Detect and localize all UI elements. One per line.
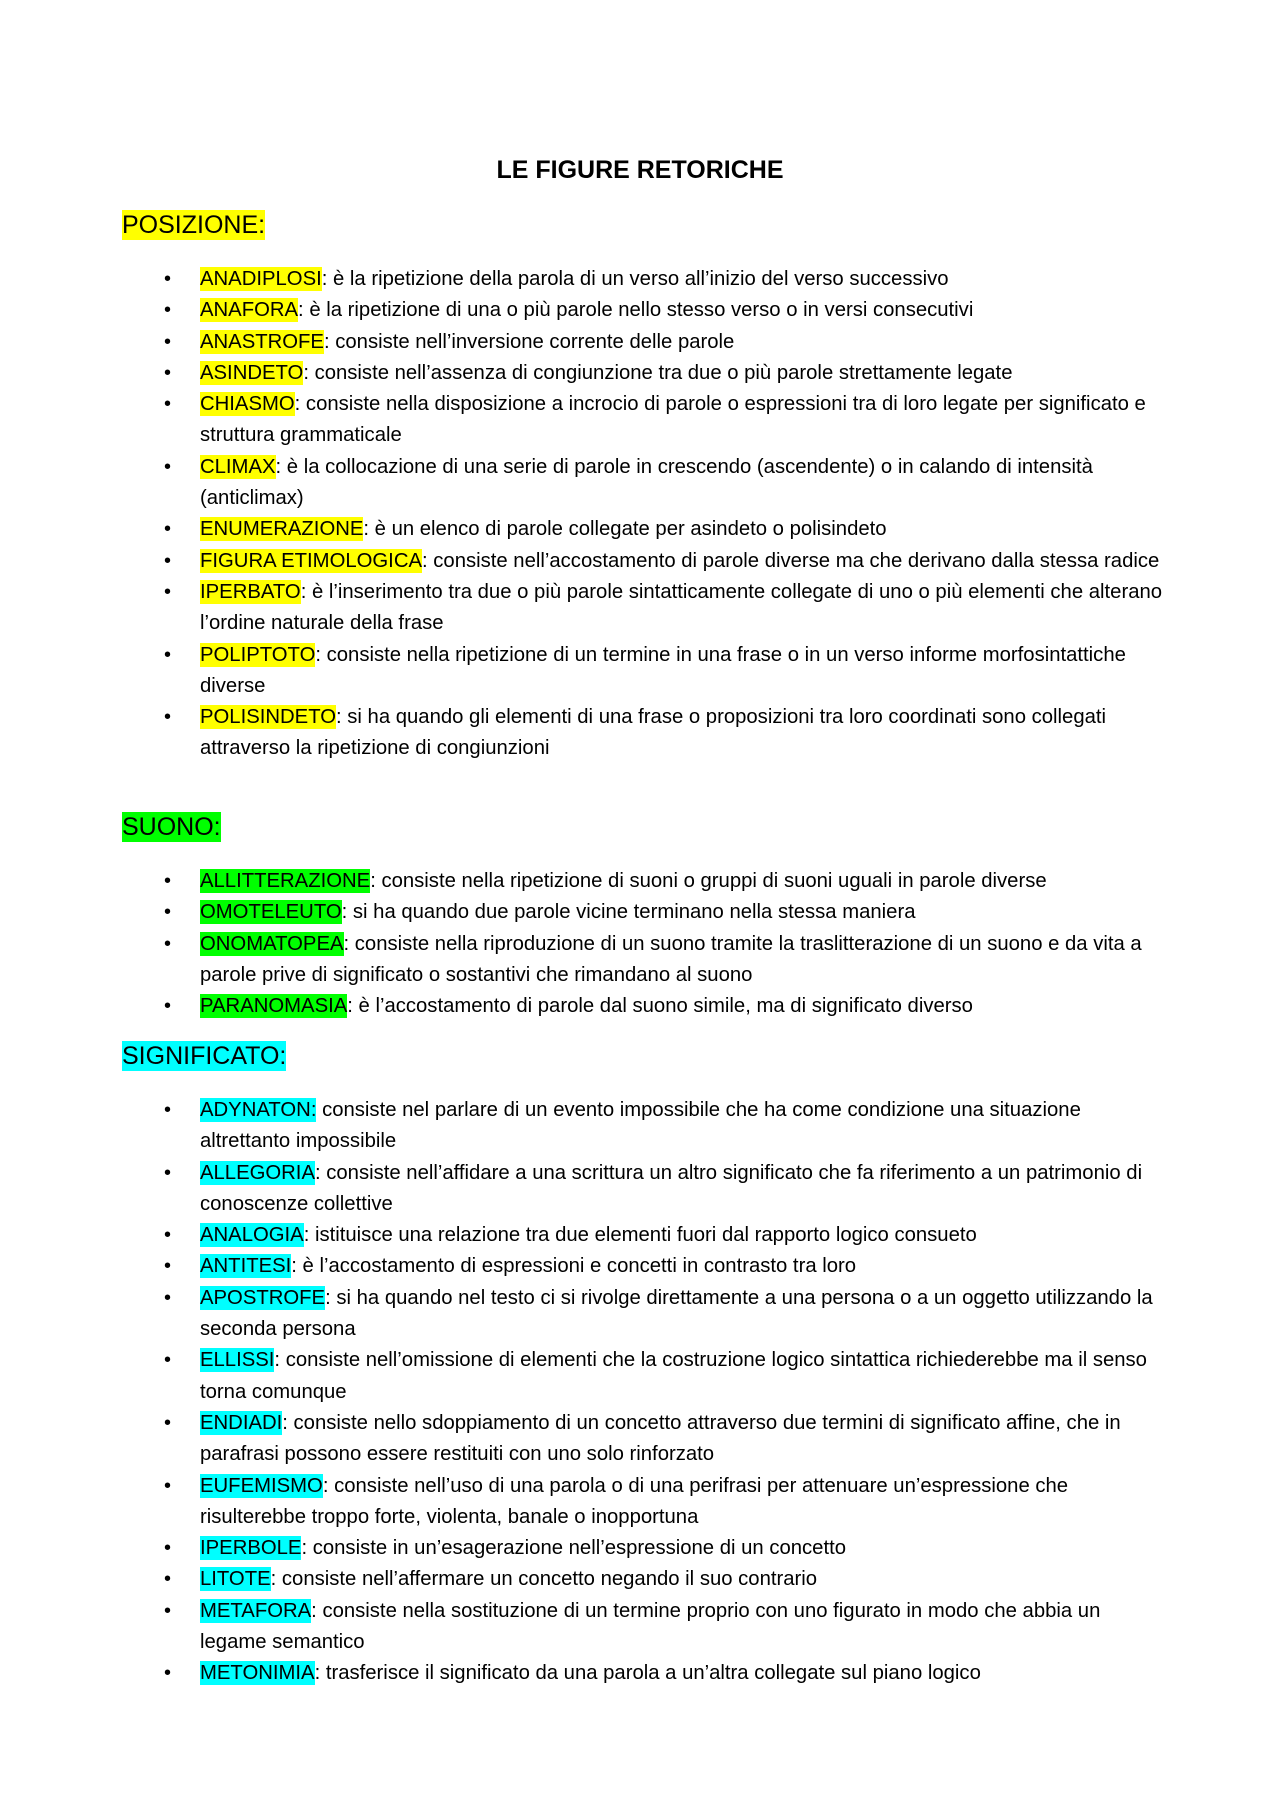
term-definition: : si ha quando nel testo ci si rivolge direttamente a una persona o a un oggetto utilizzando la seconda persona — [200, 1286, 1153, 1341]
term-definition: consiste nel parlare di un evento impossibile che ha come condizione una situazione altrettanto impossibile — [200, 1099, 1081, 1153]
term-definition: : si ha quando gli elementi di una frase o proposizioni tra loro coordinati sono collegati attraverso la ripetizione di congiunzioni — [200, 706, 1107, 760]
term-label: LITOTE — [200, 1568, 271, 1591]
term-definition: : è la ripetizione della parola di un verso all’inizio del verso successivo — [321, 268, 949, 290]
list-item — [0, 897, 1280, 928]
list-item — [0, 702, 1280, 765]
term-definition: : consiste nella ripetizione di un termine in una frase o in un verso informe morfosintattiche diverse — [200, 643, 1126, 697]
term-definition: : consiste nell’omissione di elementi che la costruzione logico sintattica richiederebbe ma il senso torna comunque — [200, 1349, 1147, 1403]
section-heading-suono — [122, 812, 223, 842]
list-item — [0, 1220, 1280, 1251]
term-definition: : è l’inserimento tra due o più parole sintatticamente collegate di uno o più elementi che alterano l’ordine naturale della frase — [200, 580, 1163, 635]
term-definition: : consiste nell’inversione corrente delle parole — [323, 330, 735, 353]
list-item — [0, 1564, 1280, 1595]
list-item — [0, 866, 1280, 897]
bullet-icon: • — [164, 518, 172, 541]
section-heading-label: SIGNIFICATO: — [122, 1042, 287, 1070]
list-item — [0, 1095, 1280, 1158]
term-definition: : è un elenco di parole collegate per asindeto o polisindeto — [363, 518, 887, 541]
term-definition: : consiste nella riproduzione di un suono tramite la traslitterazione di un suono e da vita a parole prive di significato o sostantivi che rimandano al suono — [200, 932, 1142, 986]
term-definition: : consiste nella disposizione a incrocio di parole o espressioni tra di loro legate per significato e struttura grammaticale — [200, 393, 1146, 447]
term-label: ANAFORA — [200, 299, 299, 322]
bullet-icon: • — [164, 1286, 172, 1309]
bullet-icon: • — [164, 549, 172, 572]
term-label: POLIPTOTO — [200, 643, 316, 666]
term-label: APOSTROFE — [200, 1286, 326, 1309]
term-label: ADYNATON: — [200, 1099, 317, 1121]
bullet-icon: • — [164, 870, 172, 892]
term-definition: : consiste nell’accostamento di parole diverse ma che derivano dalla stessa radice — [422, 549, 1160, 572]
list-item — [0, 358, 1280, 389]
term-label: ANASTROFE — [200, 330, 324, 353]
term-label: ONOMATOPEA — [200, 932, 344, 955]
list-item — [0, 1158, 1280, 1221]
list-item — [0, 1345, 1280, 1408]
term-definition: : consiste nell’affermare un concetto negando il suo contrario — [270, 1568, 818, 1591]
term-label: PARANOMASIA — [200, 995, 348, 1018]
term-definition: : consiste nella sostituzione di un termine proprio con uno figurato in modo che abbia un legame semantico — [200, 1599, 1101, 1654]
term-label: ANALOGIA — [200, 1224, 304, 1247]
list-item — [0, 452, 1280, 515]
list-item — [0, 389, 1280, 452]
list-item — [0, 1471, 1280, 1534]
list-item — [0, 1408, 1280, 1471]
bullet-icon: • — [164, 1099, 172, 1121]
term-label: POLISINDETO — [200, 706, 336, 729]
term-label: ANADIPLOSI — [200, 268, 322, 290]
list-item — [0, 1283, 1280, 1346]
bullet-icon: • — [164, 1349, 172, 1372]
term-label: METAFORA — [200, 1599, 312, 1622]
bullet-icon: • — [164, 1568, 172, 1591]
term-label: METONIMIA — [200, 1662, 315, 1685]
list-item — [0, 264, 1280, 295]
term-label: ELLISSI — [200, 1349, 275, 1372]
bullet-icon: • — [164, 995, 172, 1018]
bullet-icon: • — [164, 330, 172, 353]
term-definition: : consiste in un’esagerazione nell’espressione di un concetto — [301, 1537, 847, 1560]
term-definition: : è la ripetizione di una o più parole nello stesso verso o in versi consecutivi — [298, 299, 974, 322]
term-label: FIGURA ETIMOLOGICA — [200, 549, 422, 572]
term-definition: : trasferisce il significato da una parola a un’altra collegate sul piano logico — [314, 1662, 981, 1685]
term-label: ALLEGORIA — [200, 1161, 315, 1184]
page-title: LE FIGURE RETORICHE — [496, 156, 784, 184]
term-label: ANTITESI — [200, 1255, 292, 1278]
term-list-significato — [0, 1095, 1280, 1690]
term-definition: : consiste nell’affidare a una scrittura un altro significato che fa riferimento a un patrimonio di conoscenze collettive — [200, 1161, 1143, 1215]
bullet-icon: • — [164, 1411, 172, 1434]
bullet-icon: • — [164, 901, 172, 924]
section-heading-label: POSIZIONE: — [122, 211, 266, 239]
bullet-icon: • — [164, 393, 172, 416]
term-definition: : istituisce una relazione tra due elementi fuori dal rapporto logico consueto — [303, 1224, 977, 1247]
list-item — [0, 577, 1280, 640]
list-item — [0, 1596, 1280, 1659]
term-label: OMOTELEUTO — [200, 901, 342, 924]
term-definition: : consiste nella ripetizione di suoni o gruppi di suoni uguali in parole diverse — [370, 870, 1047, 892]
term-definition: : consiste nell’uso di una parola o di una perifrasi per attenuare un’espressione che risulterebbe troppo forte, violenta, banale o inopportuna — [200, 1474, 1069, 1528]
bullet-icon: • — [164, 643, 172, 666]
term-definition: : è l’accostamento di parole dal suono simile, ma di significato diverso — [347, 995, 973, 1018]
list-item — [0, 514, 1280, 545]
term-definition: : è l’accostamento di espressioni e concetti in contrasto tra loro — [291, 1255, 857, 1278]
bullet-icon: • — [164, 580, 172, 603]
term-label: IPERBATO — [200, 580, 301, 603]
bullet-icon: • — [164, 1537, 172, 1560]
bullet-icon: • — [164, 455, 172, 478]
list-item — [0, 327, 1280, 358]
bullet-icon: • — [164, 706, 172, 729]
section-heading-significato — [122, 1041, 288, 1071]
section-heading-posizione — [122, 210, 267, 240]
term-definition: : consiste nell’assenza di congiunzione tra due o più parole strettamente legate — [303, 361, 1013, 384]
list-item — [0, 1533, 1280, 1564]
list-item — [0, 546, 1280, 577]
term-label: ENDIADI — [200, 1411, 283, 1434]
list-item — [0, 1251, 1280, 1282]
list-item — [0, 1658, 1280, 1689]
term-list-suono — [0, 866, 1280, 1022]
term-definition: : è la collocazione di una serie di parole in crescendo (ascendente) o in calando di intensità (anticlimax) — [200, 455, 1093, 510]
bullet-icon: • — [164, 1224, 172, 1247]
list-item — [0, 991, 1280, 1022]
term-label: ALLITTERAZIONE — [200, 870, 371, 892]
bullet-icon: • — [164, 299, 172, 322]
term-definition: : si ha quando due parole vicine terminano nella stessa maniera — [341, 901, 916, 924]
list-item — [0, 640, 1280, 703]
term-label: EUFEMISMO — [200, 1474, 323, 1497]
section-heading-label: SUONO: — [122, 813, 221, 841]
bullet-icon: • — [164, 932, 172, 955]
bullet-icon: • — [164, 1474, 172, 1497]
term-list-posizione — [0, 264, 1280, 765]
bullet-icon: • — [164, 1662, 172, 1685]
bullet-icon: • — [164, 1255, 172, 1278]
term-label: ASINDETO — [200, 361, 304, 384]
bullet-icon: • — [164, 1161, 172, 1184]
bullet-icon: • — [164, 268, 172, 290]
bullet-icon: • — [164, 361, 172, 384]
term-label: ENUMERAZIONE — [200, 518, 364, 541]
list-item — [0, 295, 1280, 326]
term-label: CLIMAX — [200, 455, 276, 478]
term-label: IPERBOLE — [200, 1537, 302, 1560]
list-item — [0, 929, 1280, 992]
term-definition: : consiste nello sdoppiamento di un concetto attraverso due termini di significato affine, che in parafrasi possono essere restituiti con uno solo rinforzato — [200, 1411, 1121, 1466]
bullet-icon: • — [164, 1599, 172, 1622]
term-label: CHIASMO — [200, 393, 295, 416]
